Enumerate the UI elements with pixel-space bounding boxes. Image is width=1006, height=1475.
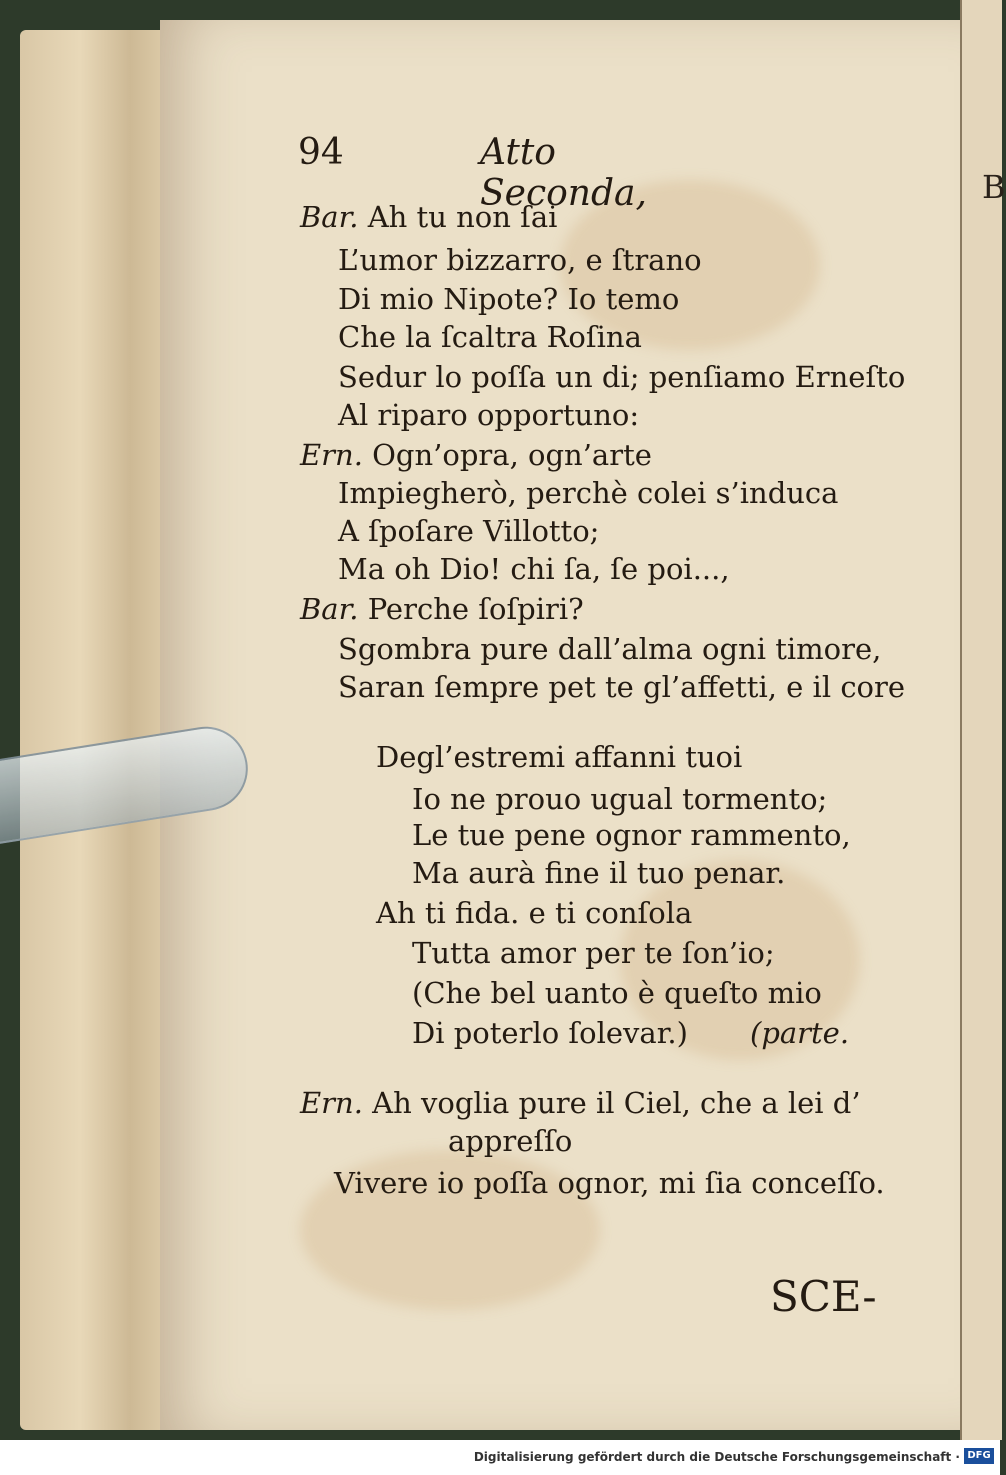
text-line: [338, 476, 838, 510]
line-text: Sedur lo poſſa un di; penſiamo Erneſto: [338, 360, 906, 394]
text-line: [338, 243, 702, 277]
aria-line: [412, 856, 785, 890]
speaker: Bar.: [300, 592, 359, 626]
text-line: [338, 282, 679, 316]
aria-line: [376, 896, 692, 930]
text-line: [448, 1124, 572, 1158]
footer-credit: Digitalisierung gefördert durch die Deutsche Forschungsgemeinschaft ·: [473, 1450, 960, 1464]
line-text: Saran ſempre pet te gl’affetti, e il core: [338, 670, 906, 704]
line-text: A ſpoſare Villotto;: [338, 514, 600, 548]
line-text: (Che bel uanto è queſto mio: [412, 976, 822, 1010]
dfg-logo: DFG: [964, 1448, 994, 1464]
line-text: Ah ti fida. e ti conſola: [376, 896, 693, 930]
text-line: [300, 438, 652, 472]
page-number: 94: [298, 132, 344, 173]
text-line: [338, 514, 599, 548]
facing-page-glyph: B: [982, 168, 1006, 206]
speaker: Bar.: [300, 200, 359, 234]
line-text: Degl’estremi affanni tuoi: [376, 740, 743, 774]
aria-line: [412, 1016, 688, 1050]
line-text: Impiegherò, perchè colei s’induca: [338, 476, 839, 510]
line-text: Di mio Nipote? Io temo: [338, 282, 680, 316]
speaker: Ern.: [300, 438, 363, 472]
text-line: [338, 360, 905, 394]
line-text: Di poterlo ſolevar.): [412, 1016, 688, 1050]
line-text: L’umor bizzarro, e ſtrano: [338, 243, 702, 277]
running-title: Atto Seconda,: [480, 132, 647, 214]
text-line: [300, 592, 584, 626]
line-text: Ah voglia pure il Ciel, che a lei d’: [372, 1086, 861, 1120]
aria-line: [412, 782, 827, 816]
line-text: Sgombra pure dall’alma ogni timore,: [338, 632, 882, 666]
text-line: [300, 200, 557, 234]
aria-line: [412, 976, 822, 1010]
line-text: Tutta amor per te ſon’io;: [412, 936, 775, 970]
line-text: Le tue pene ognor rammento,: [412, 818, 851, 852]
stage-direction: (parte.: [750, 1016, 850, 1050]
aria-line: [376, 740, 742, 774]
line-text: Ah tu non ſai: [367, 200, 558, 234]
line-text: appreſſo: [448, 1124, 573, 1158]
line-text: Ogn’opra, ogn’arte: [372, 438, 652, 472]
aria-line: [412, 818, 851, 852]
line-text: Io ne prouo ugual tormento;: [412, 782, 828, 816]
line-text: Perche ſoſpiri?: [367, 592, 584, 626]
aria-line: [412, 936, 775, 970]
line-text: Che la ſcaltra Roſina: [338, 320, 642, 354]
line-text: Vivere io poſſa ognor, mi ſia conceſſo.: [334, 1166, 885, 1200]
text-line: [338, 552, 730, 586]
text-line: [338, 398, 639, 432]
line-text: Ma oh Dio! chi ſa, ſe poi...,: [338, 552, 730, 586]
facing-page-edge: [960, 0, 1002, 1440]
text-line: [338, 320, 642, 354]
text-line: [338, 632, 881, 666]
line-text: Al riparo opportuno:: [338, 398, 640, 432]
text-line: [300, 1086, 861, 1120]
page-header: [298, 132, 718, 214]
text-line: [334, 1166, 885, 1200]
speaker: Ern.: [300, 1086, 363, 1120]
footer-bar: [0, 1440, 1000, 1475]
line-text: Ma aurà fine il tuo penar.: [412, 856, 786, 890]
text-line: [338, 670, 905, 704]
catchword: SCE-: [770, 1272, 877, 1321]
